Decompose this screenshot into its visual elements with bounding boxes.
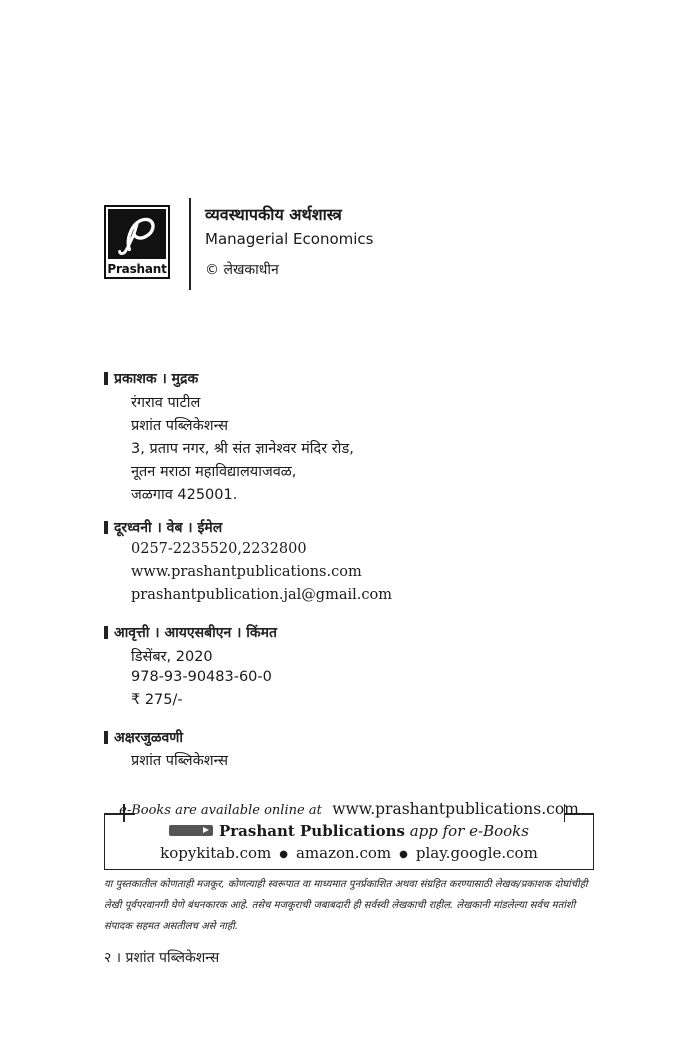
page-footer: २ । प्रशांत पब्लिकेशन्स [104, 950, 220, 966]
section-bullet-icon [104, 626, 108, 639]
section-heading-text: आवृत्ती । आयएसबीएन । किंमत [114, 625, 277, 641]
phone-numbers: 0257-2235520,2232800 [131, 541, 307, 557]
section-heading-text: प्रकाशक । मुद्रक [114, 371, 199, 387]
copyright-disclaimer: या पुस्तकातील कोणताही मजकूर, कोणत्याही स्वरूपात वा माध्यमात पुनर्प्रकाशित अथवा संग्रहित करण्यासाठी लेखक/प्रकाशक दोघांचीही लेखी पूर्वपरवानगी घेणे बंधनकारक आहे. तसेच मजकूराची जबाबदारी ही सर्वस्वी लेखकाची राहील. लेखकानी मांडलेल्या सर्वच मतांशी संपादक सहमत असतीलच असे नाही. [104, 879, 588, 932]
store-link-kopykitab[interactable]: kopykitab.com [160, 844, 272, 862]
ebook-app-line [104, 822, 594, 840]
section-bullet-icon [104, 731, 108, 744]
publisher-app-name: Prashant Publications [219, 822, 405, 840]
section-heading-edition [104, 623, 277, 642]
ebook-website-link[interactable]: www.prashantpublications.com [332, 800, 579, 818]
typesetter-name: प्रशांत पब्लिकेशन्स [131, 753, 229, 769]
bullet-separator-icon: ● [399, 849, 408, 860]
edition-date: डिसेंबर, 2020 [131, 649, 213, 665]
section-heading-typesetting [104, 728, 183, 747]
section-heading-text: अक्षरजुळवणी [114, 730, 184, 746]
section-heading-text: दूरध्वनी । वेब । ईमेल [114, 520, 223, 536]
publisher-line: 3, प्रताप नगर, श्री संत ज्ञानेश्वर मंदिर रोड, [131, 441, 354, 457]
email-link[interactable]: prashantpublication.jal@gmail.com [131, 587, 392, 603]
publisher-logo [104, 205, 170, 279]
section-bullet-icon [104, 521, 108, 534]
publisher-line: जळगाव 425001. [131, 487, 238, 503]
store-link-amazon[interactable]: amazon.com [295, 844, 392, 862]
logo-p-mark-icon [108, 209, 166, 259]
publisher-line: रंगराव पाटील [131, 395, 201, 411]
section-bullet-icon [104, 372, 108, 385]
book-title-marathi: व्यवस्थापकीय अर्थशास्त्र [205, 205, 342, 224]
publisher-line: नूतन मराठा महाविद्यालयाजवळ, [131, 464, 297, 480]
website-link[interactable]: www.prashantpublications.com [131, 564, 362, 580]
store-link-google-play[interactable]: play.google.com [415, 844, 538, 862]
header-divider [189, 198, 191, 290]
copyright-note: © लेखकाधीन [205, 262, 279, 278]
download-badge-icon [169, 825, 213, 836]
ebook-availability-text: e-Books are available online at [119, 803, 322, 818]
publisher-line: प्रशांत पब्लिकेशन्स [131, 418, 229, 434]
section-heading-publisher [104, 369, 198, 388]
section-heading-contact [104, 518, 222, 537]
bullet-separator-icon: ● [279, 849, 288, 860]
isbn-number: 978-93-90483-60-0 [131, 669, 272, 685]
price: ₹ 275/- [131, 692, 183, 708]
logo-text: Prashant [107, 262, 167, 276]
book-title-english: Managerial Economics [205, 230, 374, 248]
app-for-ebooks-text: app for e-Books [409, 822, 529, 840]
ebook-availability [104, 800, 594, 818]
ebook-stores [104, 844, 594, 862]
